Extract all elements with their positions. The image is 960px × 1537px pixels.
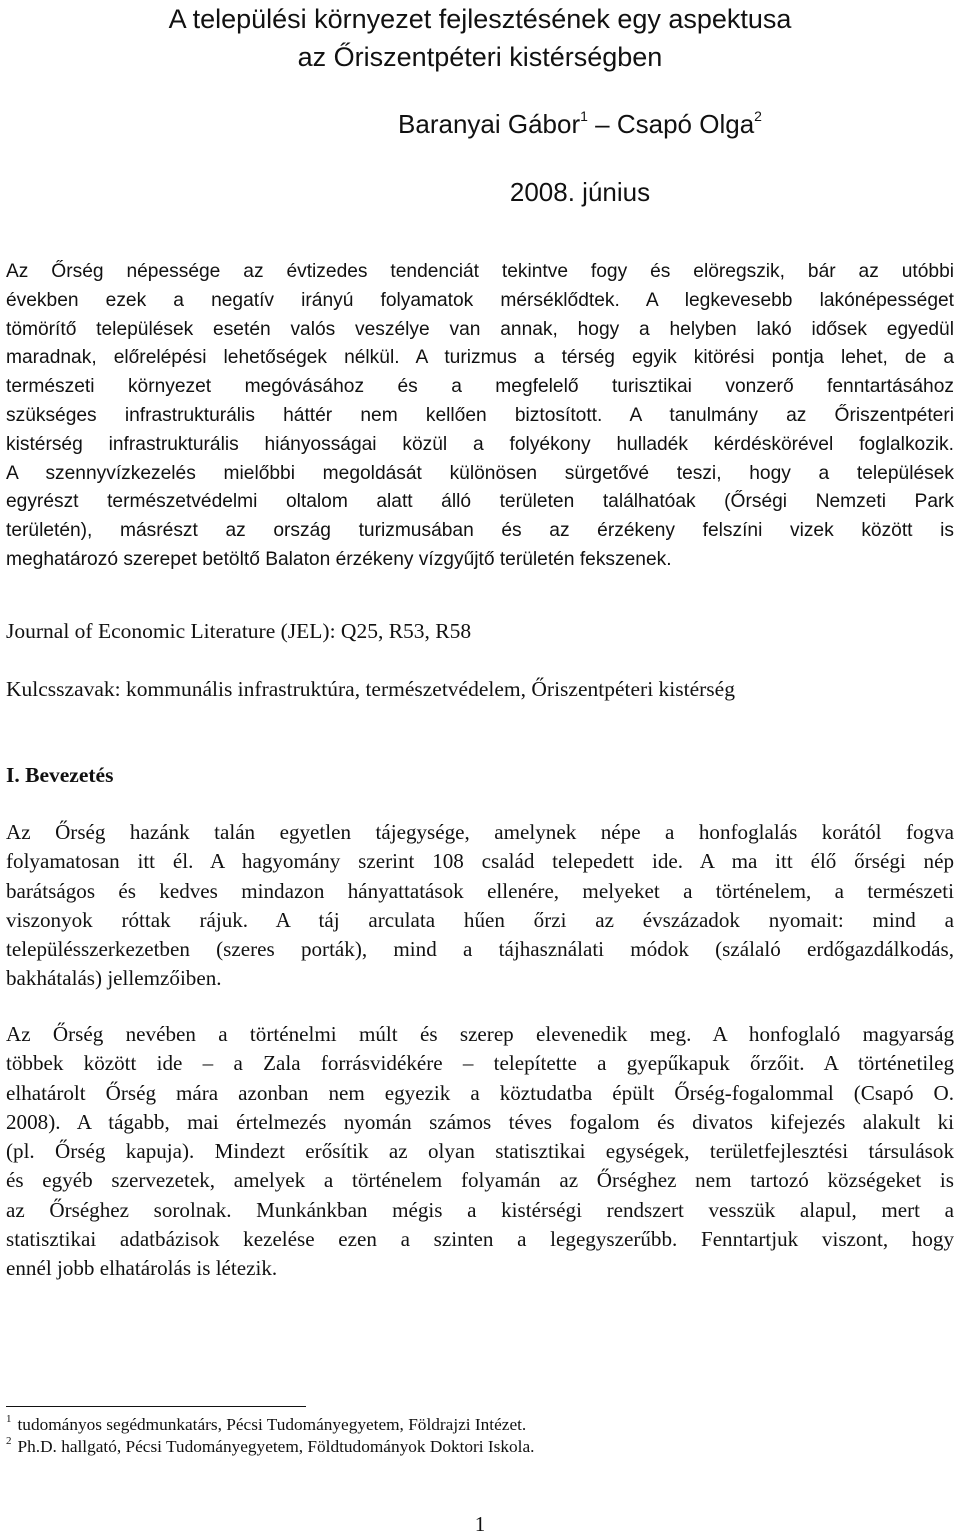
abstract-line: területén), másrészt az ország turizmusában és az érzékeny felszíni vizek között is [6, 520, 954, 542]
page-number: 1 [474, 1512, 486, 1536]
paragraph-line: (pl. Őrség kapuja). Mindezt erősítik az olyan statisztikai egységek, területfejlesztési társulások [6, 1139, 954, 1164]
paragraph-line: statisztikai adatbázisok kezelése ezen a szinten a legegyszerűbb. Fenntartjuk viszont, hogy [6, 1227, 954, 1252]
abstract [6, 258, 954, 575]
paragraph-line: ennél jobb elhatárolás is létezik. [6, 1256, 278, 1281]
abstract-line: egyrészt természetvédelmi oltalom alatt álló területen találhatóak (Őrségi Nemzeti Park [6, 491, 954, 513]
section-heading: I. Bevezetés [6, 763, 114, 787]
abstract-line: maradnak, előrelépési lehetőségek nélkül. A turizmus a térség egyik kitörési pontja lehet, de a [6, 347, 954, 369]
abstract-line: szükséges infrastrukturális háttér nem kellően biztosított. A tanulmány az Őriszentpéteri [6, 404, 954, 426]
abstract-line: években ezek a negatív irányú folyamatok mérséklődtek. A legkevesebb lakónépességet [6, 289, 954, 311]
title-line-2: az Őriszentpéteri kistérségben [297, 42, 663, 72]
author-separator: – [587, 109, 617, 139]
paragraph-line: viszonyok róttak rájuk. A táj arculata hűen őrzi az évszázadok nyomait: mind a [6, 907, 954, 932]
paragraph-line: barátságos és kedves mindazon hányattatások ellenére, melyeket a történelem, a természeti [6, 878, 954, 903]
paragraph-line: az Őrséghez sorolnak. Munkánkban mégis a kistérségi rendszert vesszük alapul, mert a [6, 1197, 954, 1222]
paragraph-line: Az Őrség hazánk talán egyetlen tájegysége, amelynek népe a honfoglalás korától fogva [6, 820, 954, 844]
publication-date: 2008. június [509, 177, 651, 207]
footnote-2-text: Ph.D. hallgató, Pécsi Tudományegyetem, Földtudományok Doktori Iskola. [17, 1437, 535, 1456]
jel-classification: Journal of Economic Literature (JEL): Q25, R53, R58 [6, 619, 472, 643]
paragraph-line: elhatárolt Őrség mára azonban nem egyezik a köztudatba épült Őrség-fogalommal (Csapó O. [6, 1080, 954, 1105]
footnote-2-mark: 2 [6, 1435, 12, 1447]
footnote-2 [6, 1436, 946, 1458]
abstract-line: természeti környezet megóvásához és a megfelelő turisztikai vonzerő fenntartásához [6, 376, 954, 398]
paragraph-line: és egyéb szervezetek, amelyek a történelem folyamán az Őrséghez nem tartozó községeket is [6, 1168, 954, 1193]
author-2-name: Csapó Olga [616, 109, 755, 139]
footnote-1 [6, 1414, 946, 1436]
abstract-line: tömörítő települések esetén valós veszélye van annak, hogy a helyben lakó idősek egyedül [6, 318, 954, 340]
author-1-name: Baranyai Gábor [398, 109, 581, 139]
author-line [260, 105, 900, 143]
intro-paragraph-1 [6, 818, 954, 994]
paragraph-line: 2008). A tágabb, mai értelmezés nyomán számos téves fogalom és divatos kifejezés alakult ki [6, 1109, 954, 1134]
author-1-footnote-mark: 1 [580, 108, 588, 124]
paragraph-line: Az Őrség nevében a történelmi múlt és szerep elevenedik meg. A honfoglaló magyarság [6, 1022, 954, 1046]
abstract-line: A szennyvízkezelés mielőbbi megoldását különösen sürgetővé teszi, hogy a települések [6, 462, 954, 484]
paragraph-line: bakhátalás) jellemzőiben. [6, 966, 222, 991]
paragraph-line: folyamatosan itt él. A hagyomány szerint 108 család telepedett ide. A ma itt élő őrségi nép [6, 849, 954, 874]
abstract-line: Az Őrség népessége az évtizedes tendenciát tekintve fogy és elöregszik, bár az utóbbi [6, 261, 954, 282]
footnote-1-text: tudományos segédmunkatárs, Pécsi Tudományegyetem, Földrajzi Intézet. [17, 1415, 527, 1434]
paragraph-line: többek között ide – a Zala forrásvidékére – telepítette a gyepűkapuk őrzőit. A történetileg [6, 1051, 954, 1076]
paragraph-line: településszerkezetben (szeres porták), mind a tájhasználati módok (szálaló erdőgazdálkodás, [6, 937, 954, 962]
footnote-1-mark: 1 [6, 1413, 12, 1425]
abstract-line: meghatározó szerepet betöltő Balaton érzékeny vízgyűjtő területén fekszenek. [6, 548, 672, 570]
intro-paragraph-2 [6, 1020, 954, 1284]
footnote-divider [6, 1406, 306, 1407]
paper-title [80, 0, 880, 76]
title-line-1: A települési környezet fejlesztésének egy aspektusa [168, 4, 792, 34]
keywords: Kulcsszavak: kommunális infrastruktúra, természetvédelem, Őriszentpéteri kistérség [6, 677, 735, 701]
footnotes [6, 1414, 946, 1458]
abstract-line: kistérség infrastrukturális hiányosságai közül a folyékony hulladék kérdéskörével foglalkozik. [6, 433, 954, 455]
author-2-footnote-mark: 2 [754, 108, 762, 124]
